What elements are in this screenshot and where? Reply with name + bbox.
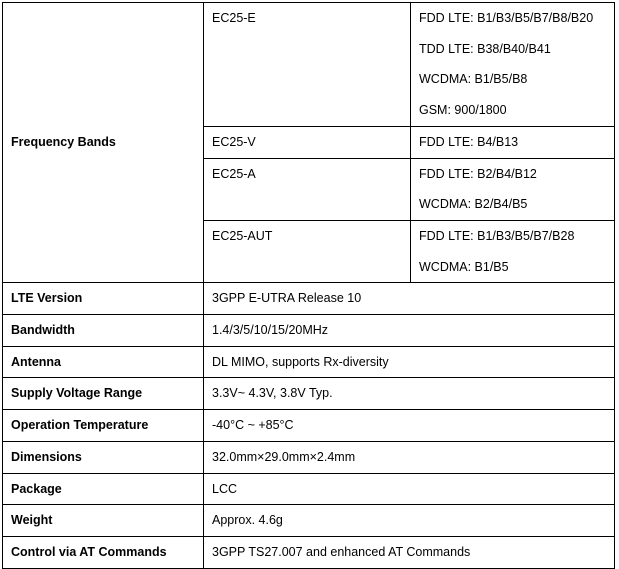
band-model: EC25-AUT — [204, 220, 411, 282]
table-row — [3, 3, 615, 127]
table-row — [3, 283, 615, 315]
row-value: 3GPP TS27.007 and enhanced AT Commands — [204, 536, 615, 568]
row-value: 32.0mm×29.0mm×2.4mm — [204, 441, 615, 473]
band-line: FDD LTE: B2/B4/B12 — [419, 166, 537, 181]
table-row — [3, 536, 615, 568]
table-row — [3, 378, 615, 410]
row-label: Package — [3, 473, 204, 505]
band-list — [411, 3, 615, 127]
row-value: -40°C ~ +85°C — [204, 410, 615, 442]
row-value: 3GPP E-UTRA Release 10 — [204, 283, 615, 315]
row-value: LCC — [204, 473, 615, 505]
band-line: FDD LTE: B1/B3/B5/B7/B8/B20 — [419, 11, 594, 25]
band-list — [411, 126, 615, 158]
row-label: Operation Temperature — [3, 410, 204, 442]
band-line: GSM: 900/1800 — [419, 103, 507, 118]
table-row — [3, 315, 615, 347]
band-line: WCDMA: B1/B5/B8 — [419, 72, 528, 87]
band-line: FDD LTE: B1/B3/B5/B7/B28 — [419, 228, 575, 243]
table-row — [3, 410, 615, 442]
row-value: 1.4/3/5/10/15/20MHz — [204, 315, 615, 347]
row-value: Approx. 4.6g — [204, 505, 615, 537]
row-value: 3.3V~ 4.3V, 3.8V Typ. — [204, 378, 615, 410]
band-line: FDD LTE: B4/B13 — [419, 134, 519, 149]
row-value: DL MIMO, supports Rx-diversity — [204, 346, 615, 378]
band-list — [411, 158, 615, 220]
band-line: TDD LTE: B38/B40/B41 — [419, 41, 551, 56]
row-label: Dimensions — [3, 441, 204, 473]
table-row — [3, 441, 615, 473]
band-line: WCDMA: B1/B5 — [419, 259, 509, 274]
band-model: EC25-V — [204, 126, 411, 158]
row-label: Antenna — [3, 346, 204, 378]
spec-table — [2, 2, 615, 569]
row-label: Supply Voltage Range — [3, 378, 204, 410]
table-row — [3, 505, 615, 537]
table-row — [3, 473, 615, 505]
row-label: Control via AT Commands — [3, 536, 204, 568]
row-label: LTE Version — [3, 283, 204, 315]
band-model: EC25-A — [204, 158, 411, 220]
frequency-bands-label: Frequency Bands — [3, 3, 204, 283]
table-row — [3, 346, 615, 378]
row-label: Weight — [3, 505, 204, 537]
row-label: Bandwidth — [3, 315, 204, 347]
band-model: EC25-E — [204, 3, 411, 127]
band-list — [411, 220, 615, 282]
band-line: WCDMA: B2/B4/B5 — [419, 197, 528, 212]
